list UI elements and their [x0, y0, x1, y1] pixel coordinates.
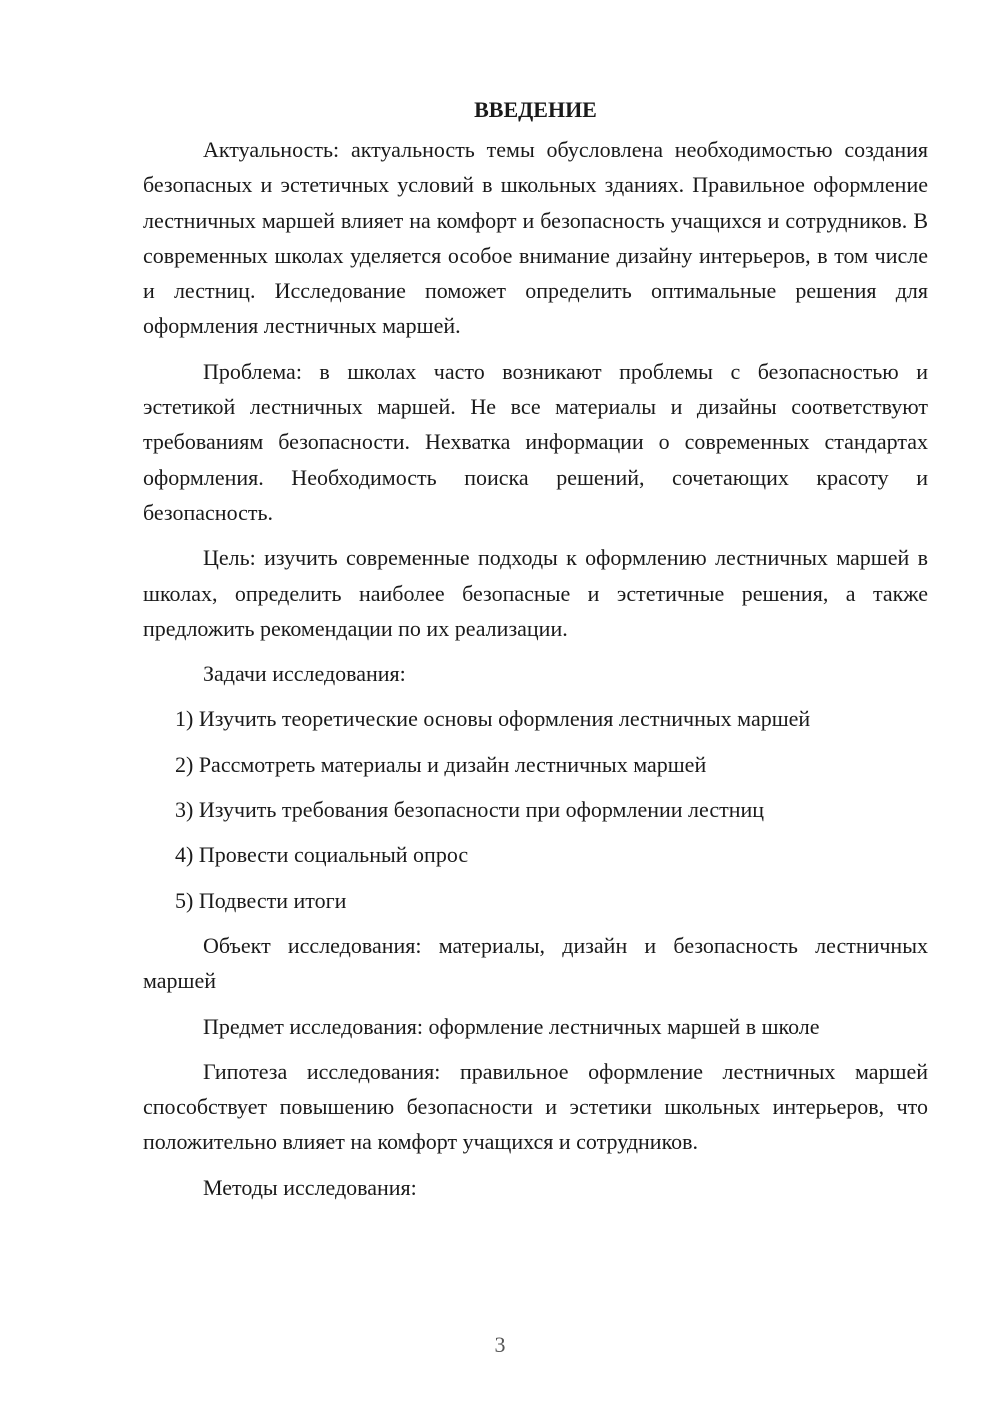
task-item-4: 4) Провести социальный опрос	[175, 842, 469, 868]
methods-heading: Методы исследования:	[203, 1174, 417, 1200]
tasks-list	[143, 701, 928, 917]
task-item-3: 3) Изучить требования безопасности при оформлении лестниц	[175, 797, 765, 823]
task-item-1: 1) Изучить теоретические основы оформления лестничных маршей	[175, 706, 811, 732]
page-number: 3	[494, 1332, 506, 1357]
tasks-heading: Задачи исследования:	[203, 661, 406, 687]
page-title: ВВЕДЕНИЕ	[474, 97, 597, 122]
task-item-5: 5) Подвести итоги	[175, 887, 347, 913]
object-paragraph: Объект исследования: материалы, дизайн и безопасность лестничных маршей	[143, 932, 928, 994]
hypothesis-paragraph: Гипотеза исследования: правильное оформление лестничных маршей способствует повышению безопасности и эстетики школьных интерьеров, что положительно влияет на комфорт учащихся и сотрудников.	[143, 1058, 928, 1155]
subject-paragraph: Предмет исследования: оформление лестничных маршей в школе	[203, 1013, 820, 1039]
task-item-2: 2) Рассмотреть материалы и дизайн лестничных маршей	[175, 751, 707, 777]
relevance-paragraph: Актуальность: актуальность темы обусловлена необходимостью создания безопасных и эстетичных условий в школьных зданиях. Правильное оформление лестничных маршей влияет на комфорт и безопасность учащихся и сотрудников. В современных школах уделяется особое внимание дизайну интерьеров, в том числе и лестниц. Исследование поможет определить оптимальные решения для оформления лестничных маршей.	[143, 137, 928, 339]
goal-paragraph: Цель: изучить современные подходы к оформлению лестничных маршей в школах, определить наиболее безопасные и эстетичные решения, а также предложить рекомендации по их реализации.	[143, 545, 928, 641]
problem-paragraph: Проблема: в школах часто возникают проблемы с безопасностью и эстетикой лестничных маршей. Не все материалы и дизайны соответствуют требованиям безопасности. Нехватка информации о современных стандартах оформления. Необходимость поиска решений, сочетающих красоту и безопасность.	[143, 358, 928, 525]
document-page	[143, 92, 928, 1215]
